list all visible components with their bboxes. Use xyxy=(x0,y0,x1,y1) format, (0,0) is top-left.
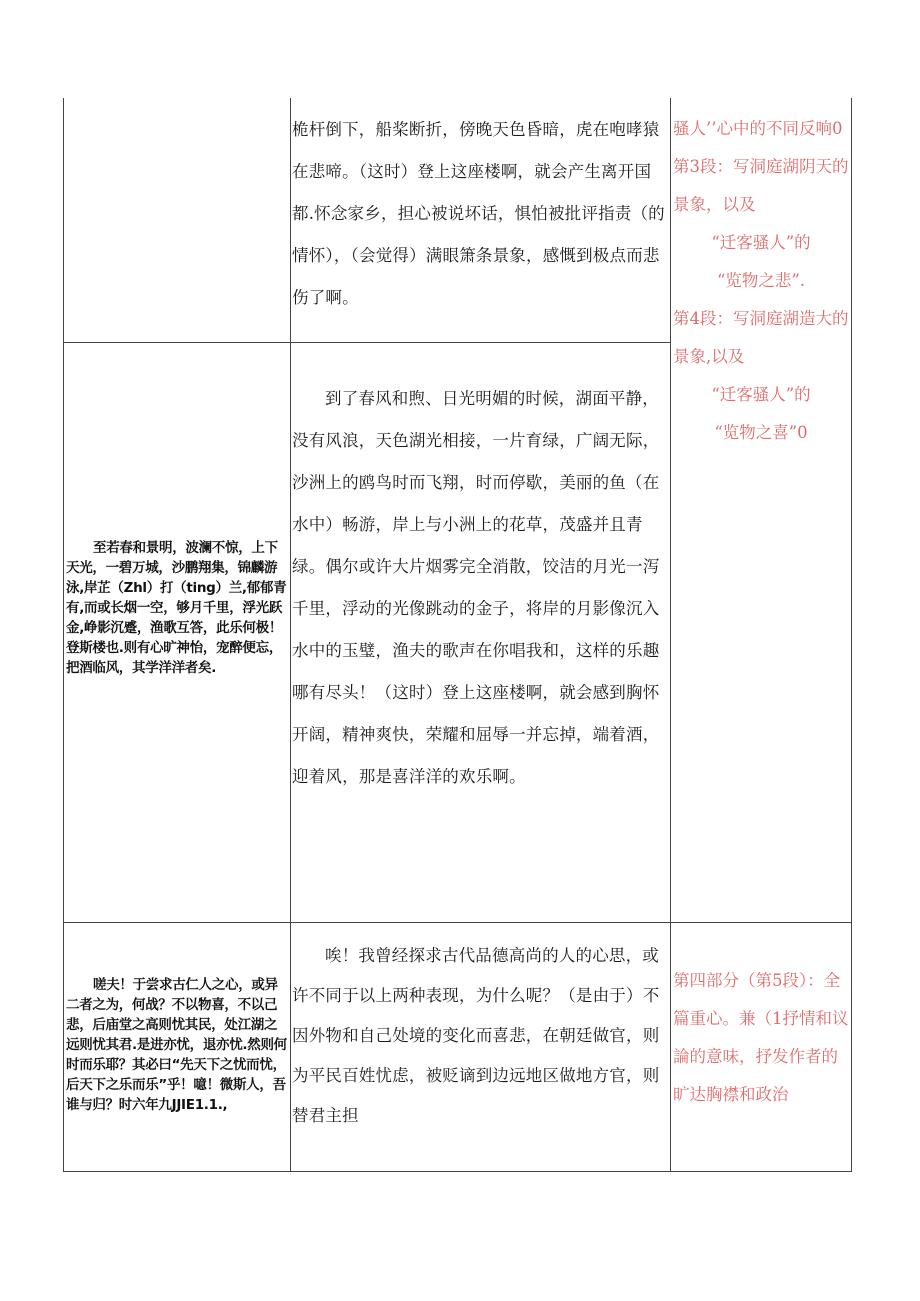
original-text: 至若春和景明，波澜不惊，上下天光，一碧万城，沙鹏翔集，锦麟游泳,岸芷（Zhl）打（ting）兰,郁郁青有,而或长烟一空，够月千里，浮光跃金,峥影沉蹙，渔歌互答，此乐何极！登斯楼也.则有心旷神怡，宠醉便忘，把酒临风，其学洋洋者矣. xyxy=(66,540,287,676)
table-column-divider-1 xyxy=(290,98,291,1172)
note-line: “迁客骚人”的 xyxy=(711,233,811,252)
table-row-3-original xyxy=(66,975,288,1169)
table-row-2-translation xyxy=(292,378,670,918)
table-column-divider-2 xyxy=(670,98,671,1172)
translation-text: 唉！我曾经探求古代品德高尚的人的心思，或许不同于以上两种表现，为什么呢？（是由于）不因外物和自己处境的变化而喜悲，在朝廷做官，则为平民百姓忧虑，被贬谪到边远地区做地方官，则替君主担 xyxy=(292,946,660,1125)
translation-text: 到了春风和煦、日光明媚的时候，湖面平静，没有风浪，天色湖光相接，一片育绿，广阔无际，沙洲上的鸥鸟时而飞翔，时而停歇，美丽的鱼（在水中）畅游，岸上与小洲上的花草，茂盛并且青绿。偶尔或许大片烟雾完全消散，饺洁的月光一泻千里，浮动的光像跳动的金子，将岸的月影像沉入水中的玉璧，渔夫的歌声在你唱我和，这样的乐趣哪有尽头！（这时）登上这座楼啊，就会感到胸怀开阔，精神爽快，荣耀和屈辱一并忘掉，端着酒，迎着风，那是喜洋洋的欢乐啊。 xyxy=(292,389,660,786)
table-row-1-original xyxy=(68,110,286,338)
table-row-2-original xyxy=(66,538,288,738)
table-row-3-translation xyxy=(292,936,670,1170)
table-left-border xyxy=(63,98,64,1172)
note-line: “览物之喜”0 xyxy=(714,423,808,442)
note-text: 第四部分（第5段）：全篇重心。兼（1抒情和议論的意味，抒发作者的旷达胸襟和政治 xyxy=(673,971,849,1104)
note-line: 第4段：写洞庭湖造大的景象,以及 xyxy=(673,309,849,366)
table-row-divider-2 xyxy=(63,922,852,923)
table-right-border xyxy=(851,98,852,1172)
note-line: 骚人’’心中的不同反响0 xyxy=(673,119,843,138)
notes-cell-top xyxy=(673,110,849,590)
note-line: “览物之悲”. xyxy=(716,271,806,290)
note-line: “迁客骚人”的 xyxy=(711,385,811,404)
notes-cell-bottom xyxy=(673,962,849,1170)
table-row-divider-1 xyxy=(63,342,671,343)
table-row-1-translation xyxy=(292,109,670,341)
translation-text: 桅杆倒下，船桨断折，傍晚天色昏暗，虎在咆哮猿在悲啼。（这时）登上这座楼啊，就会产生离开国都.怀念家乡，担心被说坏话，惧怕被批评指责（的情怀），（会觉得）满眼箫条景象，感慨到极点而悲伤了啊。 xyxy=(292,120,665,307)
table-bottom-border xyxy=(63,1171,852,1172)
original-text: 嗟夫！于尝求古仁人之心，或异二者之为，何战？不以物喜，不以己悲，后庙堂之高则忧其民，处江湖之远则忧其君.是进亦忧，退亦忧.然则何时而乐耶？其必曰“先天下之忧而忧，后天下之乐而乐”乎！噫！微斯人，吾谁与归？时六年九JJIE1.1., xyxy=(66,977,287,1113)
note-line: 第3段：写洞庭湖阴天的景象，以及 xyxy=(673,157,849,214)
